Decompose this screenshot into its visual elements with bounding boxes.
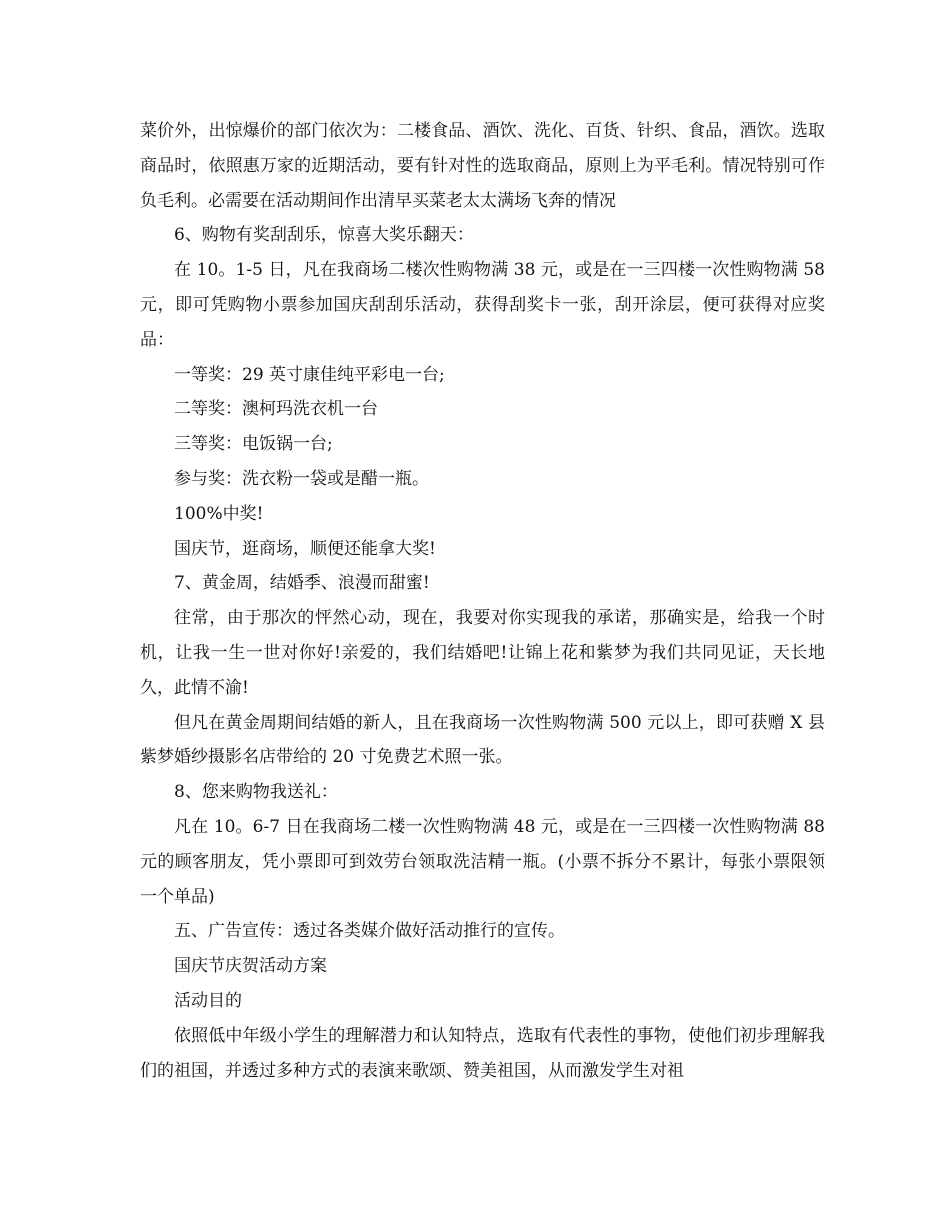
paragraph-8: 100%中奖! [174,503,264,524]
paragraph-6: 三等奖：电饭锅一台; [174,434,333,455]
paragraph-1: 菜价外，出惊爆价的部门依次为：二楼食品、酒饮、洗化、百货、针织、食品，酒饮。选取商品时，依照惠万家的近期活动，要有针对性的选取商品，原则上为平毛利。情况特别可作负毛利。必需要在活动期间作出清早买菜老太太满场飞奔的情况 [140,121,825,211]
paragraph-5: 二等奖：澳柯玛洗衣机一台 [174,399,378,420]
paragraph-18: 依照低中年级小学生的理解潜力和认知特点，选取有代表性的事物，使他们初步理解我们的祖国，并透过多种方式的表演来歌颂、赞美祖国，从而激发学生对祖 [140,1025,825,1081]
paragraph-4: 一等奖：29 英寸康佳纯平彩电一台; [174,364,445,385]
document-body [140,114,825,1088]
paragraph-16: 国庆节庆贺活动方案 [174,956,327,977]
paragraph-9: 国庆节，逛商场，顺便还能拿大奖! [174,538,436,559]
paragraph-11: 往常，由于那次的怦然心动，现在，我要对你实现我的承诺，那确实是，给我一个时机，让我一生一世对你好!亲爱的，我们结婚吧!让锦上花和紫梦为我们共同见证，天长地久，此情不渝! [140,608,825,698]
paragraph-13: 8、您来购物我送礼： [174,782,338,803]
paragraph-14: 凡在 10。6-7 日在我商场二楼一次性购物满 48 元，或是在一三四楼一次性购物满 88 元的顾客朋友，凭小票即可到效劳台领取洗洁精一瓶。(小票不拆分不累计，每张小票限领一个单品) [140,816,825,907]
paragraph-15: 五、广告宣传：透过各类媒介做好活动推行的宣传。 [174,921,565,942]
paragraph-2: 6、购物有奖刮刮乐，惊喜大奖乐翻天： [174,225,474,246]
paragraph-10: 7、黄金周，结婚季、浪漫而甜蜜! [174,573,430,594]
paragraph-7: 参与奖：洗衣粉一袋或是醋一瓶。 [174,468,429,489]
paragraph-17: 活动目的 [174,990,242,1011]
paragraph-12: 但凡在黄金周期间结婚的新人，且在我商场一次性购物满 500 元以上，即可获赠 X 县紫梦婚纱摄影名店带给的 20 寸免费艺术照一张。 [140,712,825,768]
paragraph-3: 在 10。1-5 日，凡在我商场二楼次性购物满 38 元，或是在一三四楼一次性购物满 58 元，即可凭购物小票参加国庆刮刮乐活动，获得刮奖卡一张，刮开涂层，便可获得对应奖品： [140,260,825,350]
